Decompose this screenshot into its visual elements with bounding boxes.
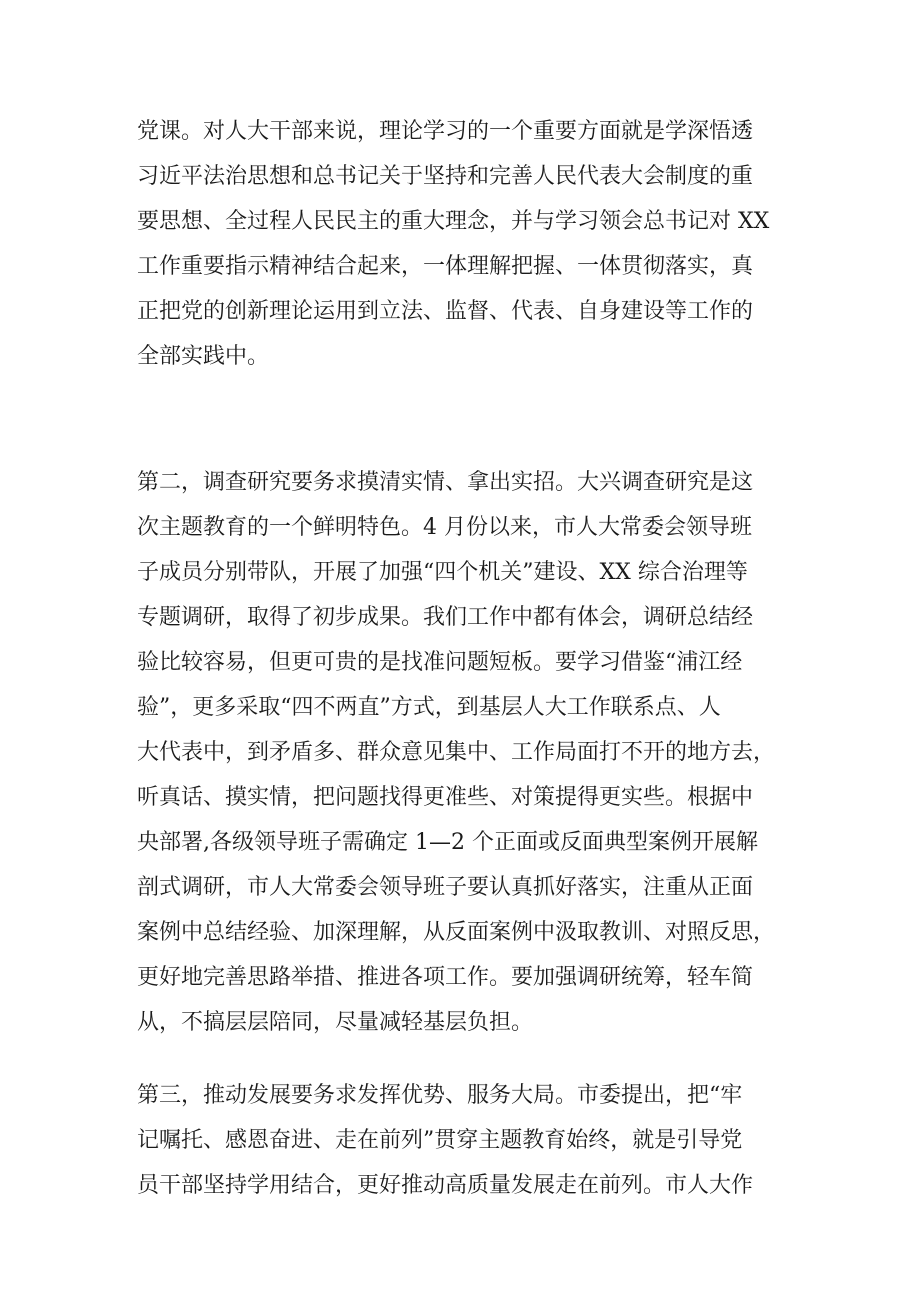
paragraph-research — [137, 460, 797, 1045]
text-line: 全部实践中。 — [137, 344, 270, 369]
paragraph-development — [137, 1073, 797, 1208]
paragraph-theory-study — [137, 109, 797, 379]
text-line: 第三，推动发展要务求发挥优势、服务大局。市委提出，把“牢 — [137, 1083, 743, 1108]
text-line: 从，不搞层层陪同，尽量减轻基层负担。 — [137, 1010, 534, 1035]
text-line: 央部署,各级领导班子需确定 1—2 个正面或反面典型案例开展解 — [137, 830, 758, 855]
text-line: 正把党的创新理论运用到立法、监督、代表、自身建设等工作的 — [137, 299, 754, 324]
text-line: 验”，更多采取“四不两直”方式，到基层人大工作联系点、人 — [137, 695, 721, 720]
text-line: 第二，调查研究要务求摸清实情、拿出实招。大兴调查研究是这 — [137, 470, 754, 495]
text-line: 更好地完善思路举措、推进各项工作。要加强调研统筹，轻车简 — [137, 965, 754, 990]
text-line: 工作重要指示精神结合起来，一体理解把握、一体贯彻落实，真 — [137, 254, 754, 279]
text-line: 次主题教育的一个鲜明特色。4 月份以来，市人大常委会领导班 — [137, 515, 752, 540]
text-line: 专题调研，取得了初步成果。我们工作中都有体会，调研总结经 — [137, 605, 754, 630]
text-line: 记嘱托、感恩奋进、走在前列”贯穿主题教育始终，就是引导党 — [137, 1128, 743, 1153]
text-line: 大代表中，到矛盾多、群众意见集中、工作局面打不开的地方去， — [137, 740, 776, 765]
text-line: 党课。对人大干部来说，理论学习的一个重要方面就是学深悟透 — [137, 119, 754, 144]
text-line: 验比较容易，但更可贵的是找准问题短板。要学习借鉴“浦江经 — [137, 650, 743, 675]
text-line: 员干部坚持学用结合，更好推动高质量发展走在前列。市人大作 — [137, 1173, 754, 1198]
text-line: 听真话、摸实情，把问题找得更准些、对策提得更实些。根据中 — [137, 785, 754, 810]
text-line: 要思想、全过程人民民主的重大理念，并与学习领会总书记对 XX — [137, 209, 770, 234]
text-line: 子成员分别带队，开展了加强“四个机关”建设、XX 综合治理等 — [137, 560, 748, 585]
text-line: 案例中总结经验、加深理解，从反面案例中汲取教训、对照反思， — [137, 920, 776, 945]
text-line: 习近平法治思想和总书记关于坚持和完善人民代表大会制度的重 — [137, 164, 754, 189]
text-line: 剖式调研，市人大常委会领导班子要认真抓好落实，注重从正面 — [137, 875, 754, 900]
